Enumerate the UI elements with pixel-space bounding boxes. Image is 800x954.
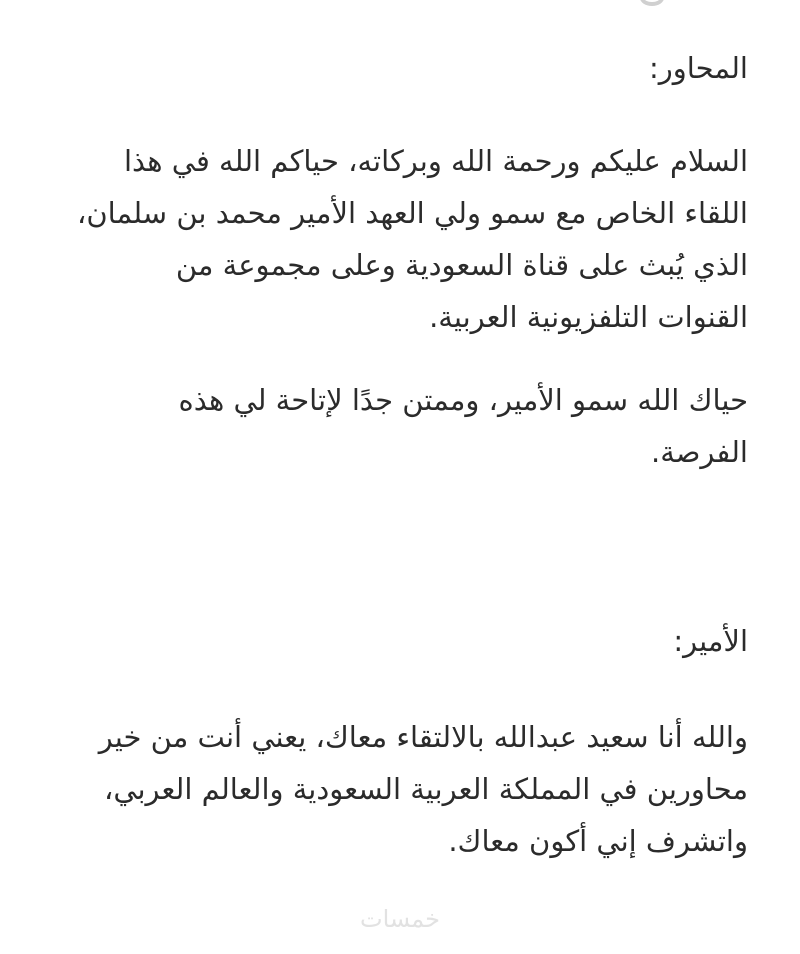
interviewer-speaker-label: المحاور: xyxy=(649,51,748,85)
paragraph-line: الذي يُبث على قناة السعودية وعلى مجموعة من xyxy=(175,248,748,282)
interviewer-paragraph-1 xyxy=(48,135,748,343)
paragraph-line: والله أنا سعيد عبدالله بالالتقاء معاك، يعني أنت من خير xyxy=(98,720,748,754)
prince-paragraph-1 xyxy=(48,711,748,867)
interviewer-paragraph-2 xyxy=(48,374,748,478)
paragraph-line: واتشرف إني أكون معاك. xyxy=(448,824,748,858)
page-edge-fragment xyxy=(640,0,664,6)
paragraph-line: محاورين في المملكة العربية السعودية والعالم العربي، xyxy=(103,772,748,806)
paragraph-line: الفرصة. xyxy=(651,435,748,469)
paragraph-line: حياك الله سمو الأمير، وممتن جدًا لإتاحة لي هذه xyxy=(178,383,748,417)
paragraph-line: السلام عليكم ورحمة الله وبركاته، حياكم الله في هذا xyxy=(124,144,748,178)
paragraph-line: اللقاء الخاص مع سمو ولي العهد الأمير محمد بن سلمان، xyxy=(76,196,748,230)
paragraph-line: القنوات التلفزيونية العربية. xyxy=(429,300,748,334)
watermark: خمسات xyxy=(359,905,441,933)
prince-speaker-label: الأمير: xyxy=(673,624,748,658)
